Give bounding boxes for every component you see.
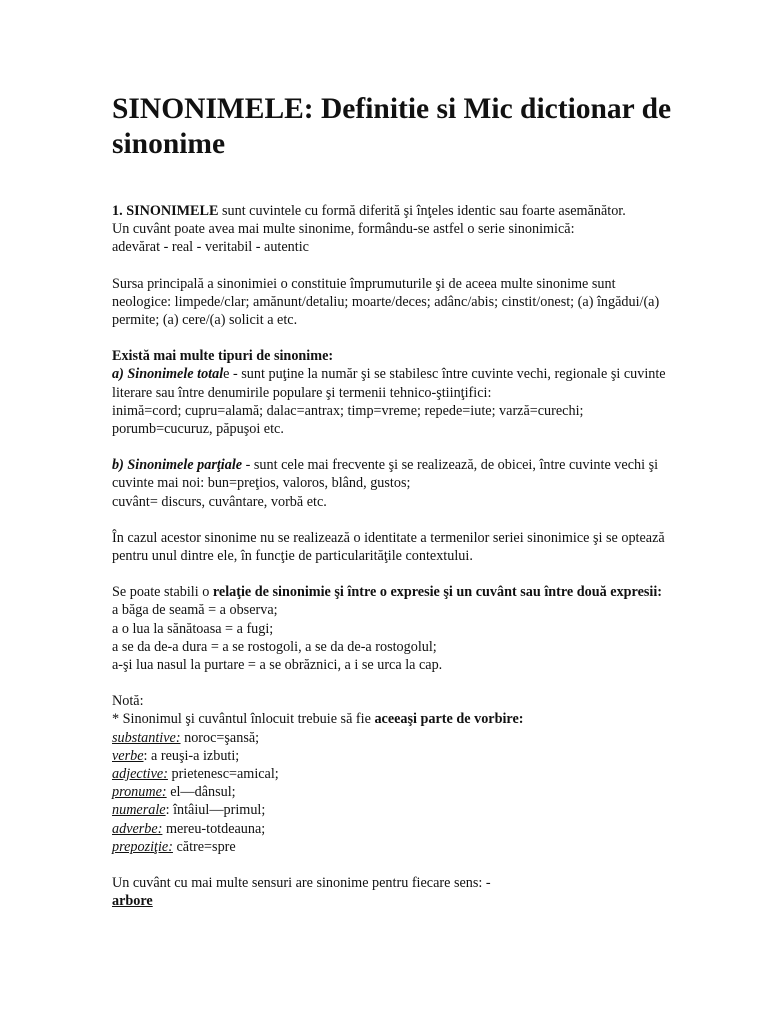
document-content	[112, 92, 672, 911]
synonym-series-example: adevărat - real - veritabil - autentic	[112, 239, 309, 256]
pos-label: numerale	[112, 802, 166, 819]
expression-example-2: a o lua la sănătoasa = a fugi;	[112, 620, 274, 637]
pos-item-prepozitie	[112, 838, 672, 856]
note-label: Notă:	[112, 693, 144, 710]
pos-label: verbe	[112, 747, 144, 764]
type-b-examples: cuvânt= discurs, cuvântare, vorbă etc.	[112, 493, 327, 510]
note-rule-bold: aceeaşi parte de vorbire:	[374, 711, 524, 728]
definition-lead: 1. SINONIMELE	[112, 203, 219, 219]
pos-item-numerale	[112, 801, 672, 819]
polysemy-word	[112, 892, 672, 910]
pos-label: adverbe:	[112, 820, 163, 837]
synonym-series-text: Un cuvânt poate avea mai multe sinonime, formându-se astfel o serie sinonimică:	[112, 221, 575, 238]
expression-paragraph	[112, 583, 672, 601]
expression-bold: relaţie de sinonimie şi între o expresie şi un cuvânt sau între două expresii:	[212, 584, 663, 601]
type-a-label: a) Sinonimele total	[112, 366, 224, 383]
expression-intro: Se poate stabili o	[112, 584, 213, 601]
pos-value: mereu-totdeauna;	[162, 820, 266, 837]
pos-value: el—dânsul;	[166, 784, 236, 801]
note-rule	[112, 710, 672, 728]
pos-label: prepoziţie:	[112, 838, 173, 855]
pos-item-adverbe	[112, 820, 672, 838]
pos-value: : întâiul—primul;	[165, 802, 266, 819]
type-a-paragraph	[112, 365, 672, 401]
pos-item-adjective	[112, 765, 672, 783]
note-rule-intro: * Sinonimul şi cuvântul înlocuit trebuie să fie	[112, 711, 375, 728]
type-a-text: e - sunt puţine la număr şi se stabilesc între cuvinte vechi, regionale şi cuvinte literare sau între denumirile populare şi termenii tehnico-ştiinţifici:	[112, 366, 666, 401]
pos-value: : a reuşi-a izbuti;	[143, 747, 240, 764]
section-sources: Sursa principală a sinonimiei o constituie împrumuturile şi de aceea multe sinonime sunt neologice: limpede/clar; amănunt/detaliu; moarte/deces; adânc/abis; cinstit/onest; (a) îngădui/(a) permite; (a) cere/(a) solicit a etc.	[112, 275, 660, 329]
type-b-label: b) Sinonimele parţiale	[112, 457, 243, 474]
polysemy-word-text: arbore	[112, 893, 153, 910]
type-a-examples-1: inimă=cord; cupru=alamă; dalac=antrax; timp=vreme; repede=iute; varză=curechi;	[112, 402, 584, 419]
section-definition	[112, 202, 672, 220]
section-context: În cazul acestor sinonime nu se realizează o identitate a termenilor seriei sinonimice şi se optează pentru unul dintre ele, în funcţie de particularităţile contextului.	[112, 529, 665, 565]
document-title: SINONIMELE: Definitie si Mic dictionar de sinonime	[112, 93, 672, 160]
type-a-examples-2: porumb=cucuruz, păpuşoi etc.	[112, 421, 284, 438]
pos-label: pronume:	[112, 784, 167, 801]
expression-example-1: a băga de seamă = a observa;	[112, 602, 278, 619]
type-b-text: - sunt cele mai frecvente şi se realizează, de obicei, între cuvinte vechi şi cuvinte mai noi: bun=preţios, valoros, blând, gustos;	[112, 457, 659, 492]
types-heading	[112, 347, 672, 365]
expression-example-3: a se da de-a dura = a se rostogoli, a se da de-a rostogolul;	[112, 638, 437, 655]
pos-value: noroc=şansă;	[180, 729, 260, 746]
types-heading-text: Există mai multe tipuri de sinonime:	[112, 348, 334, 365]
pos-value: prietenesc=amical;	[167, 766, 279, 783]
pos-item-verbe	[112, 747, 672, 765]
pos-label: substantive:	[112, 729, 181, 746]
pos-label: adjective:	[112, 766, 168, 783]
pos-item-pronume	[112, 783, 672, 801]
pos-value: către=spre	[172, 838, 236, 855]
polysemy-text: Un cuvânt cu mai multe sensuri are sinonime pentru fiecare sens: -	[112, 875, 491, 892]
type-b-paragraph	[112, 456, 672, 492]
definition-text: sunt cuvintele cu formă diferită şi înţeles identic sau foarte asemănător.	[218, 203, 626, 219]
pos-item-substantive	[112, 729, 672, 747]
expression-example-4: a-şi lua nasul la purtare = a se obrăznici, a i se urca la cap.	[112, 657, 443, 674]
